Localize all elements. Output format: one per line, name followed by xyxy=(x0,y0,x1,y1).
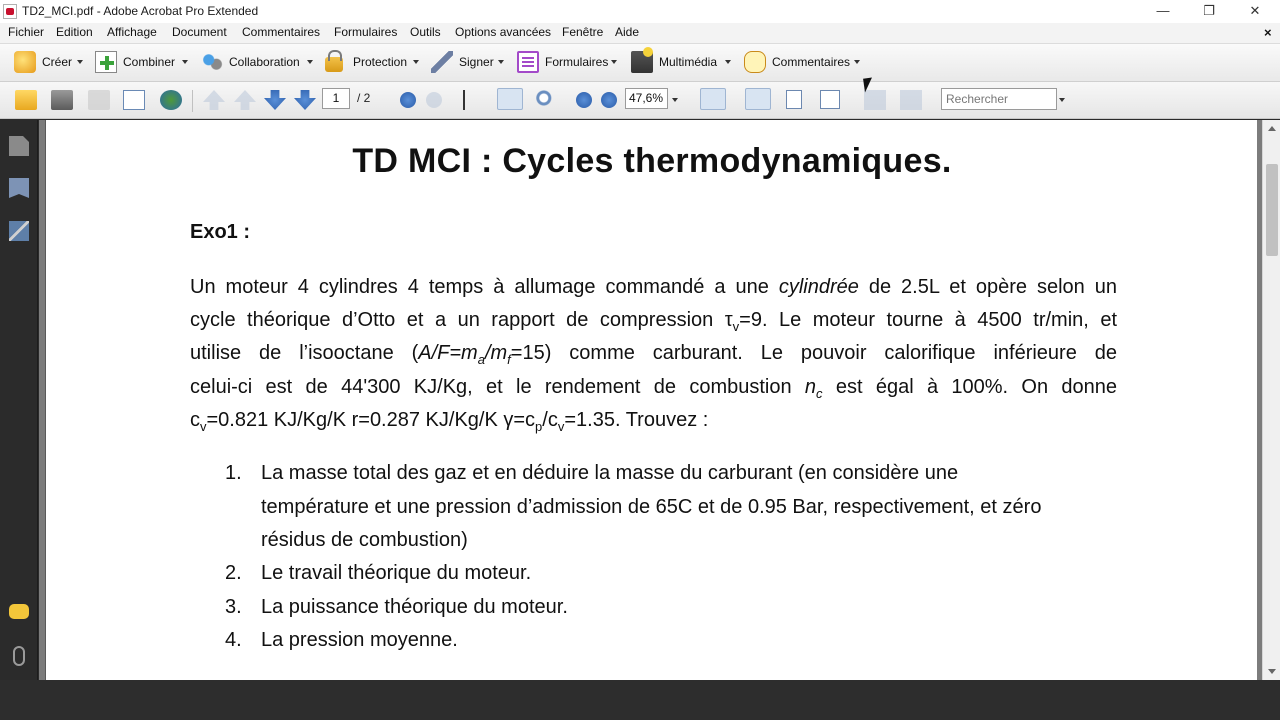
formulaires-button[interactable] xyxy=(517,51,619,75)
list-item-number: 1. xyxy=(225,462,242,484)
chevron-down-icon xyxy=(611,60,617,64)
commentaires-button[interactable] xyxy=(744,51,864,75)
document-viewport[interactable] xyxy=(39,120,1262,680)
multimedia-button[interactable] xyxy=(631,51,733,75)
zoom-tool-icon[interactable] xyxy=(535,90,557,110)
chevron-down-icon xyxy=(413,60,419,64)
search-input[interactable]: Rechercher xyxy=(941,88,1057,110)
exercise-heading: Exo1 : xyxy=(190,221,251,243)
scrollbar-thumb[interactable] xyxy=(1266,164,1278,256)
list-item-number: 3. xyxy=(225,596,242,618)
page-total-label: / 2 xyxy=(357,91,371,105)
select-text-icon[interactable] xyxy=(463,90,485,110)
multimedia-icon xyxy=(631,51,653,73)
insert-pages-icon[interactable] xyxy=(900,90,922,110)
menu-aide[interactable]: Aide xyxy=(615,25,640,39)
bottom-bar xyxy=(0,680,1280,720)
paragraph-line-2: cycle théorique d’Otto et a un rapport de compression $\tau_v=9$. Le moteur tourne à 4500 tr/min, et xyxy=(190,309,1118,334)
chevron-down-icon xyxy=(854,60,860,64)
scroll-up-icon[interactable] xyxy=(1268,126,1276,131)
paragraph-line-4: celui-ci est de 44'300 KJ/Kg, et le rendement de combustion $n_c$ est égal à 100%. On donne xyxy=(190,376,1117,401)
menu-affichage[interactable]: Affichage xyxy=(107,25,157,39)
print-icon[interactable] xyxy=(51,90,73,110)
list-item: Le travail théorique du moteur. xyxy=(261,562,532,584)
paragraph-line-3: utilise de l’isooctane $(A/F=m_a/m_f=15)$ comme carburant. Le pouvoir calorifique inférieure de xyxy=(190,342,1117,367)
lock-icon xyxy=(325,57,343,72)
pages-panel-icon[interactable] xyxy=(9,136,29,156)
zoom-level-input[interactable]: 47,6% xyxy=(625,88,668,109)
chevron-down-icon[interactable] xyxy=(672,98,678,102)
bookmarks-panel-icon[interactable] xyxy=(9,178,29,198)
hand-tool-icon[interactable] xyxy=(497,88,523,110)
pen-icon xyxy=(431,51,453,73)
list-item: résidus de combustion) xyxy=(261,529,468,551)
extract-pages-icon[interactable] xyxy=(864,90,886,110)
menu-options-avancees[interactable]: Options avancées xyxy=(455,25,552,39)
protection-label: Protection xyxy=(353,55,408,69)
list-item: La masse total des gaz et en déduire la masse du carburant (en considère une xyxy=(261,462,959,484)
tasks-toolbar xyxy=(0,44,1280,82)
page-number-input[interactable]: 1 xyxy=(322,88,350,109)
list-item: La puissance théorique du moteur. xyxy=(261,596,568,618)
chevron-down-icon xyxy=(307,60,313,64)
scroll-down-icon[interactable] xyxy=(1268,669,1276,674)
protection-button[interactable] xyxy=(325,51,420,75)
chevron-down-icon xyxy=(77,60,83,64)
next-view-icon[interactable] xyxy=(426,92,442,108)
close-window-button[interactable]: ✕ xyxy=(1249,3,1261,18)
last-page-icon[interactable] xyxy=(294,90,316,110)
previous-view-icon[interactable] xyxy=(400,92,416,108)
signatures-panel-icon[interactable] xyxy=(9,221,29,241)
menu-fenetre[interactable]: Fenêtre xyxy=(562,25,604,39)
collaboration-label: Collaboration xyxy=(229,55,300,69)
save-icon[interactable] xyxy=(88,90,110,110)
combine-files-icon xyxy=(95,51,117,73)
zoom-out-icon[interactable] xyxy=(576,92,592,108)
menu-edition[interactable]: Edition xyxy=(56,25,93,39)
chevron-down-icon xyxy=(498,60,504,64)
comment-bubble-icon xyxy=(744,51,766,73)
formulaires-label: Formulaires xyxy=(545,55,609,69)
commentaires-label: Commentaires xyxy=(772,55,851,69)
signer-label: Signer xyxy=(459,55,494,69)
combiner-button[interactable] xyxy=(95,51,190,75)
first-page-icon[interactable] xyxy=(203,90,225,110)
chevron-down-icon xyxy=(725,60,731,64)
email-icon[interactable] xyxy=(123,90,145,110)
pdf-file-icon xyxy=(3,4,17,19)
title-bar xyxy=(0,0,1280,23)
two-page-icon[interactable] xyxy=(820,90,840,109)
web-capture-icon[interactable] xyxy=(160,90,182,110)
creer-label: Créer xyxy=(42,55,73,69)
creer-button[interactable] xyxy=(14,51,84,75)
list-item: La pression moyenne. xyxy=(261,629,458,651)
collaboration-button[interactable] xyxy=(201,51,313,75)
comments-panel-icon[interactable] xyxy=(9,604,29,619)
menu-formulaires[interactable]: Formulaires xyxy=(334,25,398,39)
fit-width-icon[interactable] xyxy=(700,88,726,110)
navigation-pane xyxy=(0,120,38,680)
menu-bar xyxy=(0,23,1280,44)
paragraph-line-5: $c_v=0.821$ KJ/Kg/K r=0.287 KJ/Kg/K $\gamma=c_p/c_v=1.35$. Trouvez : xyxy=(190,409,709,434)
signer-button[interactable] xyxy=(431,51,506,75)
zoom-in-icon[interactable] xyxy=(601,92,617,108)
mouse-cursor-icon xyxy=(863,77,874,92)
vertical-scrollbar[interactable] xyxy=(1262,120,1280,680)
previous-page-icon[interactable] xyxy=(234,90,256,110)
attachments-paperclip-icon[interactable] xyxy=(13,646,25,666)
single-page-icon[interactable] xyxy=(745,88,771,110)
combiner-label: Combiner xyxy=(123,55,176,69)
open-folder-icon[interactable] xyxy=(15,90,37,110)
continuous-page-icon[interactable] xyxy=(786,90,802,109)
next-page-icon[interactable] xyxy=(264,90,286,110)
paragraph-line-1: Un moteur 4 cylindres 4 temps à allumage commandé a une cylindrée de 2.5L et opère selon un xyxy=(190,276,1117,298)
menu-outils[interactable]: Outils xyxy=(410,25,441,39)
restore-button[interactable]: ❐ xyxy=(1203,3,1215,18)
multimedia-label: Multimédia xyxy=(659,55,718,69)
list-item: température et une pression d’admission de 65C et de 0.95 Bar, respectivement, et zéro xyxy=(261,496,1042,518)
list-item-number: 4. xyxy=(225,629,242,651)
chevron-down-icon xyxy=(182,60,188,64)
menu-fichier[interactable]: Fichier xyxy=(8,25,45,39)
forms-icon xyxy=(517,51,539,73)
collaboration-icon xyxy=(201,51,223,73)
create-pdf-icon xyxy=(14,51,36,73)
pdf-page xyxy=(45,120,1257,680)
chevron-down-icon[interactable] xyxy=(1059,98,1065,102)
menu-commentaires[interactable]: Commentaires xyxy=(242,25,321,39)
menu-document[interactable]: Document xyxy=(172,25,227,39)
minimize-button[interactable]: — xyxy=(1156,3,1170,18)
close-document-icon[interactable]: × xyxy=(1264,25,1272,40)
toolbar-separator xyxy=(192,90,193,112)
document-title: TD MCI : Cycles thermodynamiques. xyxy=(352,142,952,180)
list-item-number: 2. xyxy=(225,562,242,584)
window-title: TD2_MCI.pdf - Adobe Acrobat Pro Extended xyxy=(22,4,259,18)
